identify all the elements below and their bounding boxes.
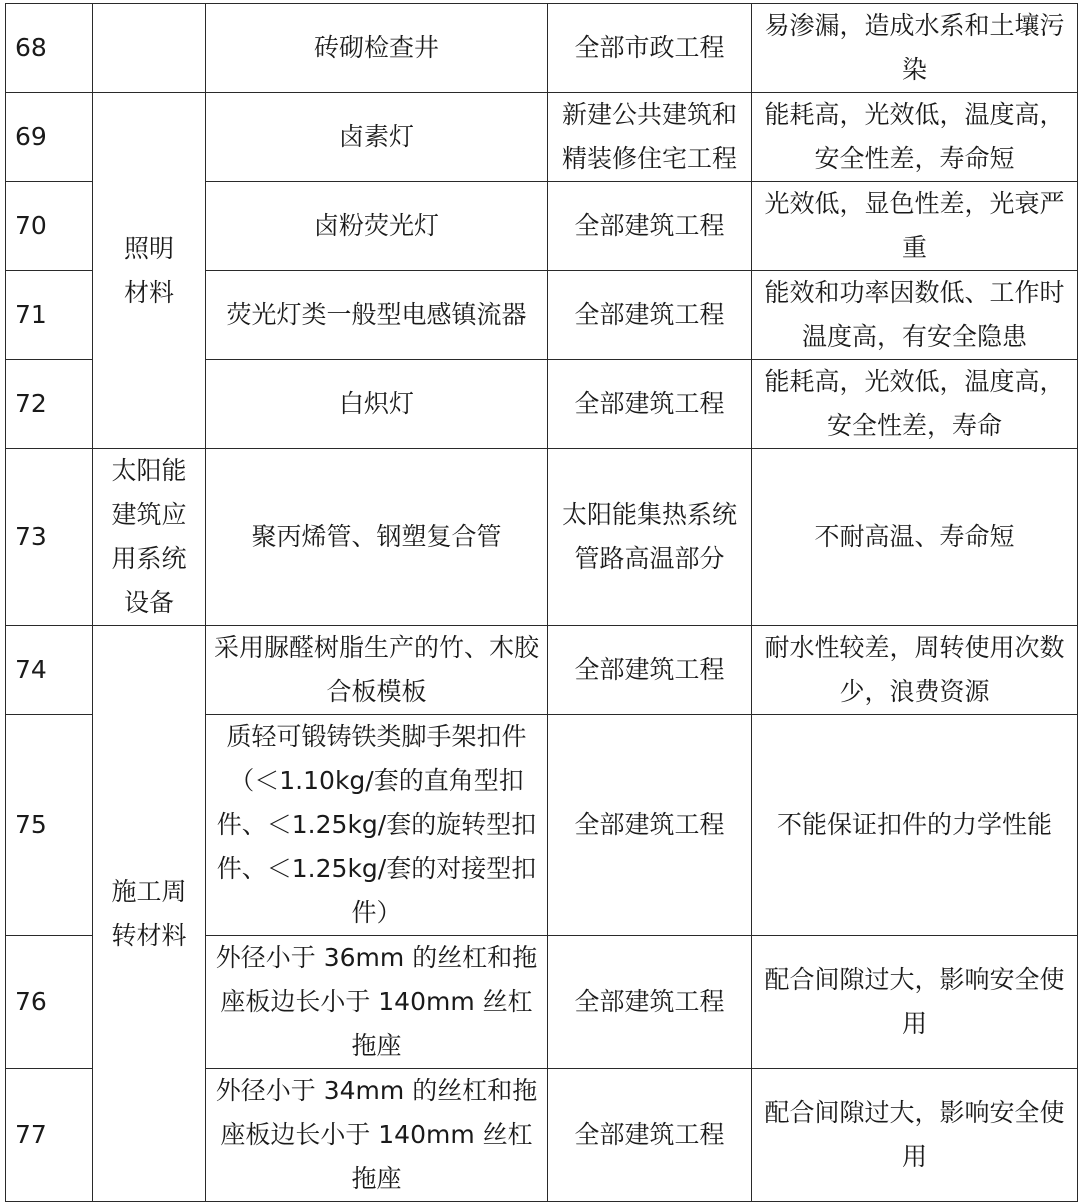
scope-cell [548, 449, 752, 626]
category-label: 照明材料 [123, 233, 174, 307]
category-cell-lighting [93, 93, 206, 449]
reason-cell [752, 360, 1078, 449]
scope-cell [548, 626, 752, 715]
item-cell [206, 626, 548, 715]
reason-text: 能耗高，光效低，温度高，安全性差，寿命 [764, 367, 1065, 440]
category-cell-solar [93, 449, 206, 626]
reason-text: 能耗高，光效低，温度高，安全性差，寿命短 [764, 100, 1065, 173]
scope-text: 全部建筑工程 [574, 211, 725, 240]
item-cell [206, 182, 548, 271]
row-number: 68 [6, 4, 93, 93]
row-number: 76 [6, 936, 93, 1069]
row-number: 77 [6, 1069, 93, 1202]
reason-cell [752, 93, 1078, 182]
scope-cell [548, 182, 752, 271]
scope-text: 全部市政工程 [574, 33, 725, 62]
reason-cell [752, 715, 1078, 936]
row-number: 71 [6, 271, 93, 360]
scope-text: 全部建筑工程 [574, 987, 725, 1016]
reason-text: 配合间隙过大，影响安全使用 [764, 965, 1065, 1038]
category-label: 施工周转材料 [111, 876, 187, 950]
reason-cell [752, 4, 1078, 93]
scope-cell [548, 360, 752, 449]
item-cell [206, 271, 548, 360]
item-name: 荧光灯类一般型电感镇流器 [226, 300, 527, 329]
item-name: 砖砌检查井 [313, 33, 439, 62]
reason-text: 耐水性较差，周转使用次数少，浪费资源 [764, 633, 1065, 706]
scope-text: 全部建筑工程 [574, 655, 725, 684]
scope-cell [548, 271, 752, 360]
item-cell [206, 4, 548, 93]
scope-text: 新建公共建筑和精装修住宅工程 [561, 100, 737, 173]
table-row [6, 626, 1078, 715]
scope-text: 全部建筑工程 [574, 810, 725, 839]
reason-cell [752, 182, 1078, 271]
scope-cell [548, 1069, 752, 1202]
item-name: 外径小于 34mm 的丝杠和拖座板边长小于 140mm 丝杠拖座 [215, 1076, 538, 1193]
scope-cell [548, 936, 752, 1069]
item-cell [206, 93, 548, 182]
row-number: 75 [6, 715, 93, 936]
category-cell-construction [93, 626, 206, 1202]
scope-text: 全部建筑工程 [574, 1120, 725, 1149]
row-number: 73 [6, 449, 93, 626]
materials-table [5, 3, 1078, 1202]
item-name: 卤粉荧光灯 [313, 211, 439, 240]
reason-text: 不耐高温、寿命短 [814, 522, 1015, 551]
item-name: 质轻可锻铸铁类脚手架扣件（＜1.10kg/套的直角型扣件、＜1.25kg/套的旋转型扣件、＜1.25kg/套的对接型扣件） [216, 722, 537, 927]
reason-text: 能效和功率因数低、工作时温度高，有安全隐患 [764, 278, 1065, 351]
row-number: 69 [6, 93, 93, 182]
item-cell [206, 715, 548, 936]
item-cell [206, 936, 548, 1069]
reason-text: 易渗漏，造成水系和土壤污染 [764, 11, 1065, 84]
reason-cell [752, 626, 1078, 715]
reason-text: 光效低，显色性差，光衰严重 [764, 189, 1065, 262]
row-number: 70 [6, 182, 93, 271]
reason-cell [752, 449, 1078, 626]
row-number: 72 [6, 360, 93, 449]
reason-cell [752, 936, 1078, 1069]
category-label: 太阳能建筑应用系统设备 [111, 456, 187, 617]
reason-text: 配合间隙过大，影响安全使用 [764, 1098, 1065, 1171]
item-cell [206, 1069, 548, 1202]
category-cell [93, 4, 206, 93]
scope-cell [548, 93, 752, 182]
scope-text: 全部建筑工程 [574, 389, 725, 418]
reason-cell [752, 1069, 1078, 1202]
reason-cell [752, 271, 1078, 360]
reason-text: 不能保证扣件的力学性能 [776, 810, 1052, 839]
scope-text: 全部建筑工程 [574, 300, 725, 329]
scope-cell [548, 4, 752, 93]
item-name: 卤素灯 [338, 122, 414, 151]
table-row [6, 93, 1078, 182]
item-cell [206, 360, 548, 449]
row-number: 74 [6, 626, 93, 715]
item-name: 聚丙烯管、钢塑复合管 [251, 522, 502, 551]
item-name: 外径小于 36mm 的丝杠和拖座板边长小于 140mm 丝杠拖座 [215, 943, 538, 1060]
scope-cell [548, 715, 752, 936]
scope-text: 太阳能集热系统管路高温部分 [561, 500, 737, 573]
item-cell [206, 449, 548, 626]
item-name: 采用脲醛树脂生产的竹、木胶合板模板 [213, 633, 539, 706]
item-name: 白炽灯 [338, 389, 414, 418]
table-row [6, 449, 1078, 626]
table-row [6, 4, 1078, 93]
